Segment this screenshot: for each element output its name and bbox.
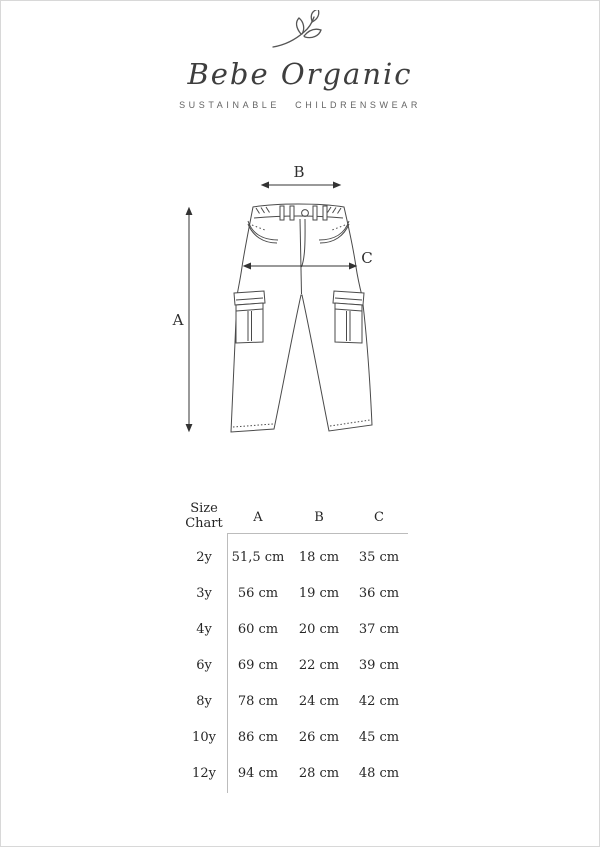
row-b: 26 cm: [298, 729, 340, 745]
row-a: 86 cm: [237, 729, 279, 745]
column-header-a: A: [253, 509, 263, 525]
pants-sketch: [166, 161, 436, 451]
row-c: 45 cm: [358, 729, 400, 745]
row-size: 8y: [196, 693, 212, 709]
branch-leaf-icon: [271, 10, 323, 50]
cargo-pocket-right: [333, 291, 364, 343]
size-chart-table: [181, 501, 409, 799]
pants-outline: [231, 204, 372, 432]
row-a: 78 cm: [237, 693, 279, 709]
row-a: 94 cm: [237, 765, 279, 781]
brand-tagline: SUSTAINABLE CHILDRENSWEAR: [179, 100, 421, 110]
column-header-c: C: [374, 509, 384, 525]
cargo-pocket-left: [234, 291, 265, 343]
measure-arrow-b: [262, 182, 340, 187]
table-border-vertical: [227, 533, 228, 793]
table-title-line2: Chart: [185, 516, 223, 531]
row-size: 12y: [192, 765, 216, 781]
row-size: 4y: [196, 621, 212, 637]
row-b: 28 cm: [298, 765, 340, 781]
row-b: 18 cm: [298, 549, 340, 565]
row-a: 60 cm: [237, 621, 279, 637]
row-b: 22 cm: [298, 657, 340, 673]
table-title-line1: Size: [190, 501, 218, 517]
label-c: C: [361, 249, 373, 267]
row-b: 19 cm: [298, 585, 340, 601]
row-size: 6y: [196, 657, 212, 673]
row-b: 24 cm: [298, 693, 340, 709]
row-size: 3y: [196, 585, 212, 601]
row-c: 39 cm: [358, 657, 400, 673]
measure-arrow-a: [186, 208, 191, 431]
column-header-b: B: [314, 509, 324, 525]
row-a: 69 cm: [237, 657, 279, 673]
row-c: 42 cm: [358, 693, 400, 709]
row-c: 36 cm: [358, 585, 400, 601]
pants-measurement-diagram: [166, 161, 436, 451]
label-a: A: [172, 311, 184, 329]
row-c: 48 cm: [358, 765, 400, 781]
row-size: 10y: [192, 729, 216, 745]
row-c: 37 cm: [358, 621, 400, 637]
brand-name: Bebe Organic: [187, 57, 413, 91]
table-title: [181, 501, 227, 533]
table-border-horizontal: [227, 533, 408, 534]
size-chart-grid: [181, 501, 409, 791]
label-b: B: [293, 163, 305, 181]
row-a: 51,5 cm: [231, 549, 285, 565]
row-c: 35 cm: [358, 549, 400, 565]
row-a: 56 cm: [237, 585, 279, 601]
row-b: 20 cm: [298, 621, 340, 637]
row-size: 2y: [196, 549, 212, 565]
